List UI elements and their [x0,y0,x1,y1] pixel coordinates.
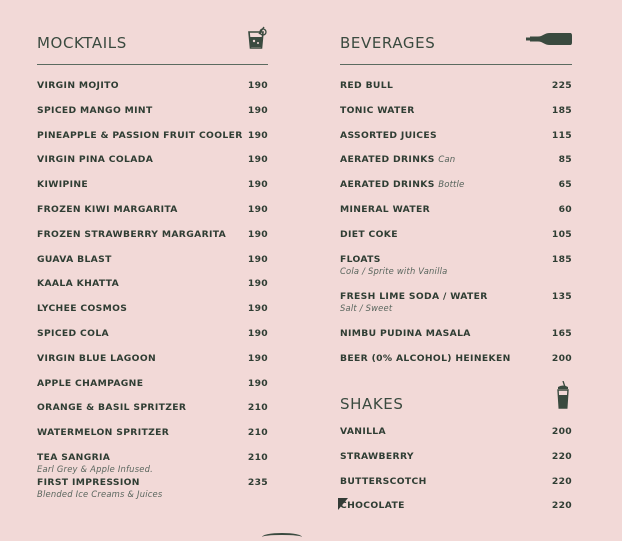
item-name-text: AERATED DRINKS [340,179,435,191]
item-name-text: BUTTERSCOTCH [340,475,427,487]
item-price: 115 [551,129,572,141]
mocktails-header [37,28,268,65]
milkshake-icon [556,381,570,413]
item-name-text: KIWIPINE [37,179,89,191]
item-price: 185 [551,104,572,116]
item-price: 65 [558,179,572,191]
item-name [37,378,143,389]
item-name [340,353,511,364]
item-name [340,204,430,215]
item-name-text: TONIC WATER [340,104,415,116]
item-name-text: AERATED DRINKS [340,154,435,166]
item-note: Bottle [438,180,465,191]
item-name [37,105,153,116]
item-name-text: WATERMELON SPRITZER [37,427,170,439]
item-price: 190 [247,80,268,91]
item-price: 190 [247,228,268,240]
item-name-text: ASSORTED JUICES [340,129,437,141]
item-price: 210 [247,402,268,414]
item-name-text: KAALA KHATTA [37,278,120,290]
item-price: 200 [551,352,572,364]
item-name-text: FROZEN STRAWBERRY MARGARITA [37,228,227,240]
item-price: 220 [551,475,572,487]
item-name [340,254,381,265]
item-name [340,426,386,437]
item-name-text: PINEAPPLE & PASSION FRUIT COOLER [37,129,243,141]
item-name-text: FLOATS [340,253,381,265]
item-name [340,476,427,487]
item-price: 60 [558,204,572,215]
item-name-text: FRESH LIME SODA / WATER [340,291,488,303]
beverages-title: BEVERAGES [340,34,436,52]
item-name [37,303,127,314]
item-name [340,130,437,141]
item-name-text: SPICED MANGO MINT [37,104,153,116]
item-name [340,451,414,462]
item-name [340,154,455,165]
item-name [37,254,112,265]
item-price: 200 [551,426,572,437]
item-price: 225 [551,80,572,91]
item-price: 220 [551,450,572,462]
item-name [37,328,109,339]
item-price: 210 [247,427,268,439]
item-price: 190 [247,278,268,290]
item-name-text: VIRGIN PINA COLADA [37,154,154,166]
item-price: 190 [247,104,268,116]
item-name-text: FIRST IMPRESSION [37,476,140,488]
item-name-text: MINERAL WATER [340,204,431,215]
item-price: 190 [247,328,268,339]
beverages-header [340,28,572,65]
item-name-text: LYCHEE COSMOS [37,303,128,315]
item-name [37,179,88,190]
item-name [340,328,471,339]
mocktail-glass-icon [246,26,268,54]
item-name-text: RED BULL [340,80,394,91]
item-price: 235 [247,476,268,488]
item-name [37,427,169,438]
item-name-text: ORANGE & BASIL SPRITZER [37,402,187,414]
item-price: 190 [247,179,268,191]
item-price: 190 [247,377,268,389]
item-price: 105 [551,228,572,240]
item-price: 190 [247,154,268,166]
corner-mark [338,498,348,510]
item-name [37,204,178,215]
item-price: 190 [247,129,268,141]
item-name [37,452,110,463]
page-bottom-mark [262,533,302,541]
item-name [37,477,140,488]
item-name-text: SPICED COLA [37,328,109,339]
item-name [340,291,488,302]
item-price: 165 [551,328,572,340]
item-price: 185 [551,253,572,265]
item-name [37,154,153,165]
item-name-text: VIRGIN MOJITO [37,80,119,91]
item-name [37,353,156,364]
item-name [340,229,398,240]
item-name-text: BEER (0% ALCOHOL) HEINEKEN [340,352,511,364]
shakes-header [340,380,572,416]
item-price: 220 [551,500,572,512]
item-name-text: STRAWBERRY [340,450,414,462]
item-price: 190 [247,204,268,215]
item-name-text: GUAVA BLAST [37,253,112,265]
item-description: Cola / Sprite with Vanilla [340,265,448,276]
item-note: Can [438,155,456,166]
item-name [37,402,186,413]
item-description: Salt / Sweet [340,303,393,314]
item-name-text: NIMBU PUDINA MASALA [340,328,471,340]
mocktails-title: MOCKTAILS [37,34,127,52]
item-price: 210 [247,452,268,463]
item-name-text: TEA SANGRIA [37,452,111,463]
bottle-icon [526,31,572,50]
item-name-text: APPLE CHAMPAGNE [37,377,144,389]
item-price: 190 [247,352,268,364]
item-price: 190 [247,253,268,265]
item-description: Earl Grey & Apple Infused. [37,464,153,474]
item-name-text: VANILLA [340,426,386,437]
item-name [340,80,393,91]
item-name [340,105,415,116]
item-price: 190 [247,303,268,315]
item-name [37,229,226,240]
item-name-text: FROZEN KIWI MARGARITA [37,204,178,215]
item-name [340,500,405,511]
item-name [37,278,119,289]
shakes-title: SHAKES [340,395,404,413]
item-name [37,130,243,141]
item-name-text: VIRGIN BLUE LAGOON [37,352,157,364]
item-name-text: CHOCOLATE [340,500,405,512]
item-name [37,80,119,91]
item-description: Blended Ice Creams & Juices [37,488,163,499]
item-name-text: DIET COKE [340,228,398,240]
item-price: 85 [558,154,572,166]
item-price: 135 [551,291,572,303]
item-name [340,179,464,190]
